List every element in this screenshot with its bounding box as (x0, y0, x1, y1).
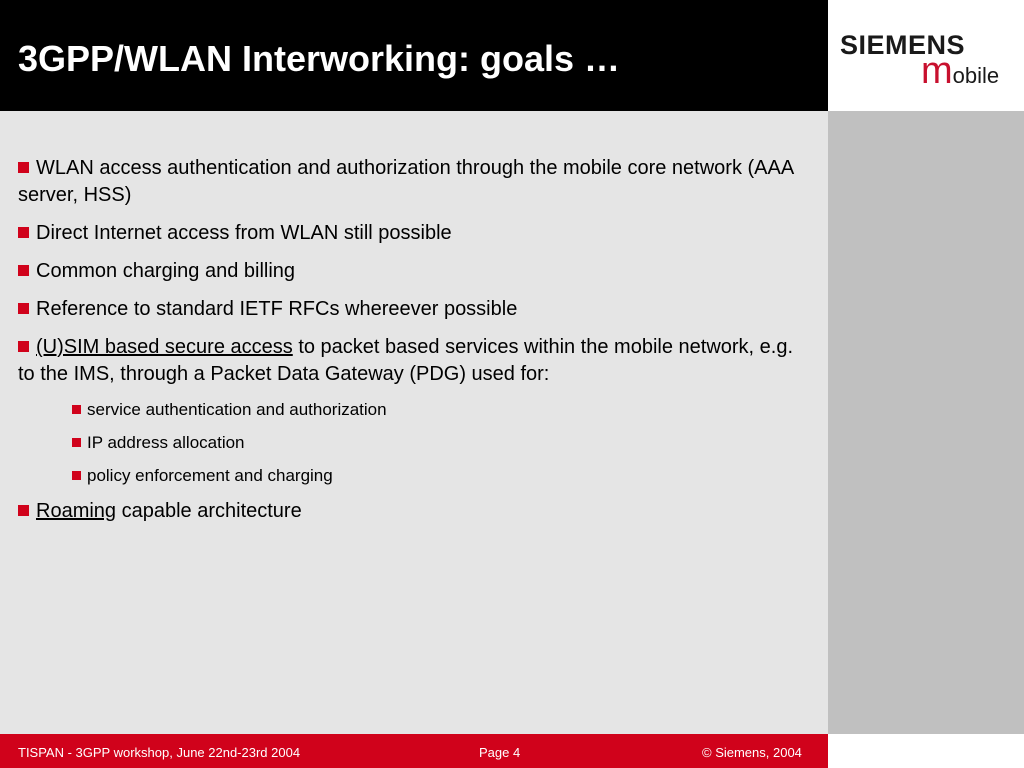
red-square-bullet-icon (72, 405, 81, 414)
page-number: Page 4 (479, 745, 521, 760)
bullet-text: WLAN access authentication and authorization through the mobile core network (AAA server, HSS) (18, 157, 794, 206)
usim-secure-access-link[interactable]: (U)SIM based secure access (36, 336, 293, 358)
bullet-item (18, 220, 808, 247)
logo-brand-text: SIEMENS (840, 30, 966, 60)
red-square-bullet-icon (72, 438, 81, 447)
sub-bullet-text: IP address allocation (87, 433, 245, 452)
logo-mobile-text (921, 52, 999, 90)
footer-bar (0, 734, 828, 768)
red-square-bullet-icon (72, 471, 81, 480)
red-square-bullet-icon (18, 505, 29, 516)
bullet-item (18, 334, 808, 388)
footer-event-text: TISPAN - 3GPP workshop, June 22nd-23rd 2004 (18, 745, 301, 760)
red-square-bullet-icon (18, 265, 29, 276)
bullet-text: to packet based services within the mobile network, e.g. to the IMS, through a Packet Data Gateway (PDG) used for: (18, 336, 794, 385)
bullet-text: Reference to standard IETF RFCs whereever possible (36, 298, 518, 320)
bullet-list (18, 155, 808, 536)
sub-bullet-text: policy enforcement and charging (87, 466, 333, 485)
roaming-link[interactable]: Roaming (36, 500, 117, 522)
title-bar (0, 0, 828, 111)
red-square-bullet-icon (18, 341, 29, 352)
bullet-item (18, 296, 808, 323)
logo-m-letter: m (921, 50, 953, 92)
logo-obile-text: obile (952, 63, 1000, 88)
siemens-mobile-logo (828, 0, 1024, 111)
bullet-text: Common charging and billing (36, 260, 296, 282)
sub-bullet-item (72, 399, 808, 421)
red-square-bullet-icon (18, 227, 29, 238)
copyright-text: © Siemens, 2004 (702, 745, 802, 760)
footer-right-blank (828, 734, 1024, 768)
slide-title: 3GPP/WLAN Interworking: goals … (18, 38, 621, 79)
sub-bullet-item (72, 432, 808, 454)
bullet-item (18, 155, 808, 209)
red-square-bullet-icon (18, 303, 29, 314)
side-panel (828, 111, 1024, 734)
sub-bullet-item (72, 465, 808, 487)
bullet-text: Direct Internet access from WLAN still possible (36, 222, 452, 244)
red-square-bullet-icon (18, 162, 29, 173)
sub-bullet-text: service authentication and authorization (87, 400, 387, 419)
bullet-item (18, 258, 808, 285)
bullet-text: capable architecture (116, 500, 302, 522)
slide-content (0, 111, 828, 734)
bullet-item (18, 498, 808, 525)
